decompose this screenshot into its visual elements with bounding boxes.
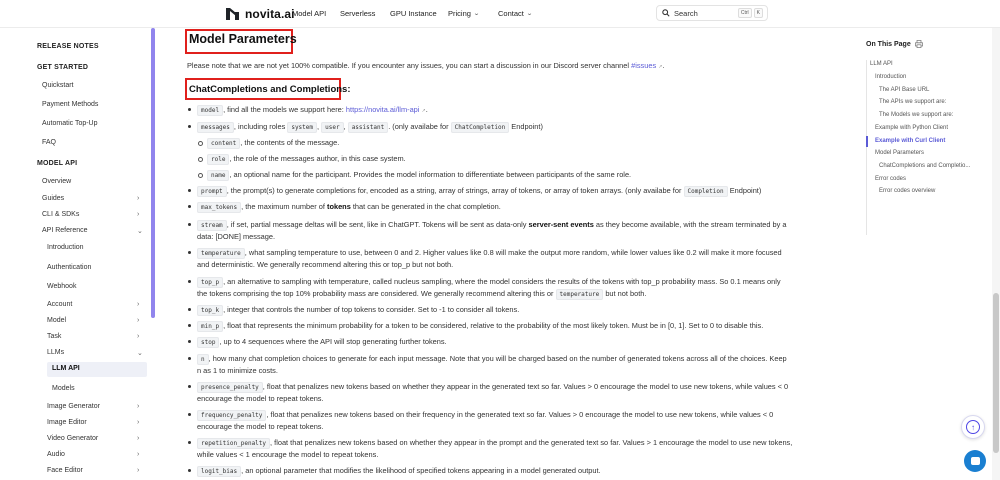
endpoint-code: Completion	[684, 186, 728, 197]
param-code: temperature	[556, 289, 604, 300]
bold-text: server-sent events	[528, 220, 594, 229]
bold-text: tokens	[326, 202, 351, 211]
toc-title	[866, 40, 986, 48]
sidebar-item-guides[interactable]: Guides	[42, 195, 65, 202]
chevron-right-icon[interactable]: ›	[137, 403, 140, 410]
sidebar-item-model[interactable]: Model	[47, 317, 67, 324]
param-desc: , if set, partial message deltas will be sent, like in ChatGPT. Tokens will be sent as data-only	[226, 220, 527, 229]
param-stop	[197, 336, 837, 348]
chevron-right-icon[interactable]: ›	[137, 419, 140, 426]
param-desc: , an alternative to sampling with temperature, called nucleus sampling, where the model considers the results of the tokens with top_p probability mass. So 0.1 means only	[223, 277, 781, 286]
param-code: min_p	[197, 321, 223, 332]
external-link-icon: ↗	[421, 108, 426, 114]
role-code: system	[287, 122, 317, 133]
sidebar-item-llm-api[interactable]: LLM API	[52, 365, 80, 372]
chevron-right-icon[interactable]: ›	[137, 435, 140, 442]
param-desc: , integer that controls the number of top tokens to consider. Set to -1 to consider all tokens.	[223, 305, 520, 314]
param-desc: encourage the model to repeat tokens.	[197, 422, 324, 431]
top-navbar	[0, 0, 1000, 28]
param-top-k	[197, 304, 837, 316]
param-desc: n as 1 to minimize costs.	[197, 366, 278, 375]
param-desc: that can be generated in the chat completion.	[352, 202, 501, 211]
left-sidebar	[0, 28, 155, 480]
intro-text: Please note that we are not yet 100% compatible. If you encounter any issues, you can start a discussion in our Discord server channel	[187, 61, 630, 70]
toc-active-marker	[866, 136, 868, 147]
arrow-up-icon: ↑	[966, 420, 980, 434]
role-code: assistant	[348, 122, 389, 133]
search-label: Search	[674, 8, 698, 18]
param-role	[207, 153, 847, 165]
external-link-icon: ↗	[658, 64, 663, 70]
param-desc: , float that penalizes new tokens based on whether they appear in the generated text so far. Values > 0 encourage the model to use new tokens, while values < 0	[262, 382, 789, 391]
param-desc: , up to 4 sequences where the API will stop generating further tokens.	[219, 337, 447, 346]
param-desc: encourage the model to repeat tokens.	[197, 394, 324, 403]
param-stream	[197, 219, 837, 242]
sidebar-section-model-api[interactable]: MODEL API	[37, 160, 78, 167]
chevron-right-icon[interactable]: ›	[137, 451, 140, 458]
toc-item-error-codes[interactable]: Error codes	[875, 176, 907, 182]
page-title: Model Parameters	[189, 32, 297, 46]
param-code: prompt	[197, 186, 227, 197]
sidebar-item-video-generator[interactable]: Video Generator	[47, 435, 99, 442]
main-content	[187, 28, 837, 480]
sidebar-item-image-generator[interactable]: Image Generator	[47, 403, 100, 410]
sidebar-item-api-reference[interactable]: API Reference	[42, 227, 88, 234]
param-logit-bias	[197, 465, 837, 477]
nav-contact[interactable]	[498, 9, 532, 18]
toc-item-apis-supported[interactable]: The APIs we support are:	[879, 99, 947, 105]
param-desc: , what sampling temperature to use, between 0 and 2. Higher values like 0.8 will make the output more random, while lower values like 0.2 will make it more focused	[244, 248, 782, 257]
param-presence-penalty	[197, 381, 837, 404]
toc-item-error-codes-overview[interactable]: Error codes overview	[879, 188, 936, 194]
scrollbar-thumb[interactable]	[993, 293, 999, 453]
param-desc: . (only availabe for	[388, 122, 449, 131]
param-code: frequency_penalty	[197, 410, 266, 421]
toc-item-llm-api[interactable]: LLM API	[870, 61, 893, 67]
param-desc: , including roles	[233, 122, 286, 131]
sidebar-item-webhook[interactable]: Webhook	[47, 283, 77, 290]
param-desc: Endpoint)	[511, 122, 543, 131]
param-desc: , the contents of the message.	[240, 138, 340, 147]
chevron-right-icon[interactable]: ›	[137, 195, 140, 202]
param-max-tokens	[197, 201, 837, 213]
chevron-right-icon[interactable]: ›	[137, 301, 140, 308]
param-code: role	[207, 154, 229, 165]
chat-icon	[971, 457, 980, 465]
novita-logo-icon	[226, 8, 240, 20]
param-desc: the tokens comprising the top 10% probability mass are considered. We generally recommend altering this or	[197, 289, 554, 298]
toc-title-text: On This Page	[866, 40, 911, 48]
param-frequency-penalty	[197, 409, 837, 432]
sidebar-item-payment-methods[interactable]: Payment Methods	[42, 101, 99, 108]
endpoint-code: ChatCompletion	[451, 122, 510, 133]
param-desc: as they become available, with the stream terminated by a	[595, 220, 787, 229]
param-code: repetition_penalty	[197, 438, 270, 449]
toc-rail	[866, 60, 867, 235]
param-desc: data: [DONE] message.	[197, 232, 276, 241]
sidebar-item-task[interactable]: Task	[47, 333, 62, 340]
toc-item-chatcompletions[interactable]: ChatCompletions and Completio...	[879, 163, 971, 169]
param-code: stop	[197, 337, 219, 348]
nav-serverless[interactable]: Serverless	[340, 9, 376, 18]
param-desc: , the maximum number of	[241, 202, 325, 211]
param-temperature	[197, 247, 837, 270]
sidebar-item-automatic-top-up[interactable]: Automatic Top-Up	[42, 120, 98, 127]
param-desc: , find all the models we support here:	[223, 105, 344, 114]
param-desc: while values < 1 encourage the model to repeat tokens.	[197, 450, 379, 459]
search-icon	[662, 9, 670, 17]
param-prompt	[197, 185, 837, 197]
param-n	[197, 353, 837, 376]
sidebar-section-release-notes[interactable]: RELEASE NOTES	[37, 43, 99, 50]
param-desc: , an optional name for the participant. Provides the model information to differentiate between participants of the same role.	[229, 170, 632, 179]
role-code: user	[321, 122, 343, 133]
param-code: messages	[197, 122, 234, 133]
sidebar-item-authentication[interactable]: Authentication	[47, 264, 92, 271]
toc-item-python-client[interactable]: Example with Python Client	[875, 125, 949, 131]
param-code: max_tokens	[197, 202, 241, 213]
param-code: top_p	[197, 277, 223, 288]
param-desc: Endpoint)	[729, 186, 762, 195]
sidebar-item-audio[interactable]: Audio	[47, 451, 65, 458]
param-code: stream	[197, 220, 227, 231]
sidebar-section-get-started[interactable]: GET STARTED	[37, 64, 89, 71]
param-desc: but not both.	[605, 289, 647, 298]
param-code: model	[197, 105, 223, 116]
llm-api-link[interactable]: https://novita.ai/llm-api	[345, 105, 420, 114]
nav-model-api[interactable]: Model API	[292, 9, 327, 18]
param-desc: , the prompt(s) to generate completions for, encoded as a string, array of strings, array of tokens, or array of token arrays. (only availabe for	[226, 186, 682, 195]
shortcut-k: K	[754, 8, 763, 18]
sidebar-item-face-editor[interactable]: Face Editor	[47, 467, 83, 474]
table-of-contents	[866, 40, 986, 194]
nav-contact-label: Contact	[498, 9, 524, 18]
scroll-to-top-button[interactable]	[961, 415, 985, 439]
chevron-down-icon[interactable]: ⌄	[137, 350, 143, 357]
param-desc: , how many chat completion choices to generate for each input message. Note that you will be charged based on the number of generated tokens across all of the choices. Keep	[208, 354, 787, 363]
sidebar-item-models[interactable]: Models	[52, 385, 75, 392]
search-input[interactable]	[656, 5, 768, 21]
chevron-right-icon[interactable]: ›	[137, 317, 140, 324]
param-messages: messages , including roles system , user , assistant . (only availabe for ChatCompletion Endpoint)	[197, 121, 837, 133]
shortcut-ctrl: Ctrl	[738, 8, 752, 18]
chevron-right-icon[interactable]: ›	[137, 211, 140, 218]
param-code: logit_bias	[197, 466, 241, 477]
chat-button[interactable]	[964, 450, 986, 472]
chevron-down-icon: ⌄	[473, 11, 480, 17]
param-code: presence_penalty	[197, 382, 263, 393]
issues-link[interactable]: #issues	[631, 61, 657, 70]
param-desc: , the role of the messages author, in this case system.	[229, 154, 406, 163]
sidebar-item-account[interactable]: Account	[47, 301, 73, 308]
nav-gpu-instance[interactable]: GPU Instance	[390, 9, 437, 18]
chevron-down-icon[interactable]: ⌄	[137, 228, 143, 235]
page-scrollbar[interactable]	[992, 28, 1000, 480]
keyboard-shortcut	[738, 8, 763, 18]
sidebar-item-introduction[interactable]: Introduction	[47, 244, 84, 251]
chevron-right-icon[interactable]: ›	[137, 333, 140, 340]
toc-item-model-parameters[interactable]: Model Parameters	[875, 150, 925, 156]
param-desc: , float that penalizes new tokens based on their frequency in the generated text so far. Values > 0 encourage the model to use new tokens, while values < 0	[266, 410, 774, 419]
toc-item-introduction[interactable]: Introduction	[875, 74, 907, 80]
nav-pricing-label: Pricing	[448, 9, 471, 18]
sidebar-item-faq[interactable]: FAQ	[42, 139, 57, 146]
chevron-right-icon[interactable]: ›	[137, 467, 140, 474]
section-heading: ChatCompletions and Completions:	[189, 84, 351, 95]
param-code: name	[207, 170, 229, 181]
param-desc: , float that penalizes new tokens based on whether they appear in the prompt and the generated text so far. Values > 1 encourage the model to use new tokens,	[270, 438, 793, 447]
param-code: temperature	[197, 248, 245, 259]
param-desc: , an optional parameter that modifies the likelihood of specified tokens appearing in a model generated output.	[241, 466, 601, 475]
print-icon[interactable]	[915, 40, 923, 48]
param-code: n	[197, 354, 209, 365]
sidebar-scroll-rail[interactable]	[151, 28, 155, 318]
brand-logo[interactable]	[226, 7, 295, 21]
brand-name: novita.ai	[245, 7, 295, 21]
param-code: content	[207, 138, 240, 149]
param-content	[207, 137, 847, 149]
param-desc: , float that represents the minimum probability for a token to be considered, relative to the probability of the most likely token. Must be in [0, 1]. Set to 0 to disable this.	[223, 321, 764, 330]
sidebar-item-cli-sdks[interactable]: CLI & SDKs	[42, 211, 80, 218]
toc-item-api-base-url[interactable]: The API Base URL	[879, 87, 930, 93]
param-top-p	[197, 276, 837, 300]
chevron-down-icon: ⌄	[526, 11, 533, 17]
param-desc: and deterministic. We generally recommend altering this or top_p but not both.	[197, 260, 454, 269]
sidebar-item-llms[interactable]: LLMs	[47, 349, 65, 356]
param-name	[207, 169, 847, 181]
nav-pricing[interactable]	[448, 9, 479, 18]
param-model: model , find all the models we support here: https://novita.ai/llm-api ↗.	[197, 104, 837, 117]
param-min-p	[197, 320, 837, 332]
toc-item-curl-client[interactable]: Example with Curl Client	[875, 138, 946, 144]
sidebar-item-image-editor[interactable]: Image Editor	[47, 419, 87, 426]
param-code: top_k	[197, 305, 223, 316]
sidebar-item-quickstart[interactable]: Quickstart	[42, 82, 74, 89]
toc-item-models-supported[interactable]: The Models we support are:	[879, 112, 954, 118]
intro-paragraph: Please note that we are not yet 100% compatible. If you encounter any issues, you can start a discussion in our Discord server channel #issues ↗.	[187, 61, 665, 70]
param-repetition-penalty	[197, 437, 837, 460]
sidebar-item-overview[interactable]: Overview	[42, 178, 72, 185]
